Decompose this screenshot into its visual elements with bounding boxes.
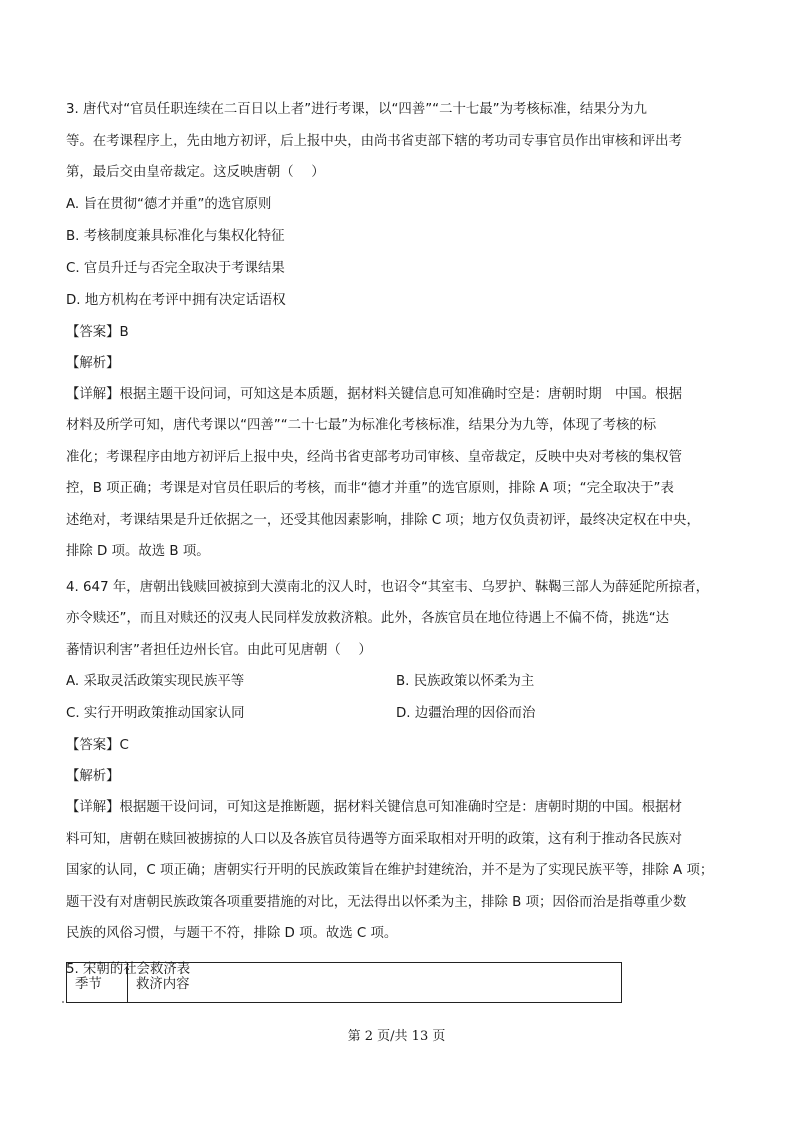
q5-title: 5. 宋朝的社会救济表 xyxy=(66,961,191,977)
q4-detail-line: 民族的风俗习惯，与题干不符，排除 D 项。故选 C 项。 xyxy=(66,926,398,941)
q3-option-d: D. 地方机构在考评中拥有决定话语权 xyxy=(66,292,286,308)
q4-option-c: C. 实行开明政策推动国家认同 xyxy=(66,706,245,721)
scan-speck xyxy=(62,1001,64,1003)
q4-analysis-label: 【解析】 xyxy=(66,769,120,784)
q4-detail-line: 【详解】根据题干设问词，可知这是推断题，据材料关键信息可知准确时空是：唐朝时期的中国。根据材 xyxy=(66,800,682,815)
q3-stem-line: 第，最后交由皇帝裁定。这反映唐朝（ ） xyxy=(66,165,325,180)
q4-answer: 【答案】C xyxy=(66,738,129,753)
question-3 xyxy=(66,94,730,568)
table-header-content: 救济内容 xyxy=(128,963,622,1003)
q4-option-a: A. 采取灵活政策实现民族平等 xyxy=(66,674,245,689)
q3-stem-line: 3. 唐代对“官员任职连续在二百日以上者”进行考课，以“四善”“二十七最”为考核标准，结果分为九 xyxy=(66,102,647,117)
q3-detail-line: 材料及所学可知，唐代考课以“四善”“二十七最”为标准化考核标准，结果分为九等，体现了考核的标 xyxy=(66,418,657,433)
q3-option-a: A. 旨在贯彻“德才并重”的选官原则 xyxy=(66,196,272,212)
q4-option-b: B. 民族政策以怀柔为主 xyxy=(396,674,535,689)
table-header-season: 季节 xyxy=(67,963,128,1003)
q4-stem-line: 4. 647 年，唐朝出钱赎回被掠到大漠南北的汉人时，也诏令“其室韦、乌罗护、靺鞨三部人为薛延陀所掠者， xyxy=(66,579,709,595)
q3-stem-line: 等。在考课程序上，先由地方初评，后上报中央，由尚书省吏部下辖的考功司专事官员作出审核和评出考 xyxy=(66,133,682,149)
page-content xyxy=(66,94,730,985)
q4-detail-line: 料可知，唐朝在赎回被掳掠的人口以及各族官员待遇等方面采取相对开明的政策，这有利于推动各民族对 xyxy=(66,831,682,847)
q3-detail-line: 控，B 项正确；考课是对官员任职后的考核，而非“德才并重”的选官原则，排除 A 项；“完全取决于”表 xyxy=(66,481,674,496)
q4-detail-line: 国家的认同，C 项正确；唐朝实行开明的民族政策旨在维护封建统治，并不是为了实现民族平等，排除 A 项； xyxy=(66,863,714,878)
q3-analysis-label: 【解析】 xyxy=(66,355,120,371)
q3-option-c: C. 官员升迁与否完全取决于考课结果 xyxy=(66,260,285,276)
q4-option-d: D. 边疆治理的因俗而治 xyxy=(396,706,536,721)
q3-detail-line: 述绝对，考课结果是升迁依据之一，还受其他因素影响，排除 C 项；地方仅负责初评，最终决定权在中央， xyxy=(66,512,700,528)
q3-answer: 【答案】B xyxy=(66,324,129,340)
q4-stem-line: 亦令赎还”，而且对赎还的汉夷人民同样发放救济粮。此外，各族官员在地位待遇上不偏不倚，挑选“达 xyxy=(66,611,670,626)
q4-options xyxy=(66,666,730,730)
table-header-row xyxy=(67,963,622,1003)
q4-detail-line: 题干没有对唐朝民族政策各项重要措施的对比，无法得出以怀柔为主，排除 B 项；因俗而治是指尊重少数 xyxy=(66,894,687,910)
q3-detail-line: 排除 D 项。故选 B 项。 xyxy=(66,544,210,559)
q3-detail-line: 准化；考课程序由地方初评后上报中央，经尚书省吏部考功司审核、皇帝裁定，反映中央对考核的集权管 xyxy=(66,449,682,465)
q3-detail-line: 【详解】根据主题干设问词，可知这是本质题，据材料关键信息可知准确时空是：唐朝时期 中国。根据 xyxy=(66,386,682,402)
q4-stem-line: 蕃情识利害”者担任边州长官。由此可见唐朝（ ） xyxy=(66,642,372,658)
q3-option-b: B. 考核制度兼具标准化与集权化特征 xyxy=(66,228,285,244)
relief-table xyxy=(66,962,622,1003)
page-footer: 第 2 页/共 13 页 xyxy=(347,1029,446,1044)
question-4 xyxy=(66,572,730,950)
